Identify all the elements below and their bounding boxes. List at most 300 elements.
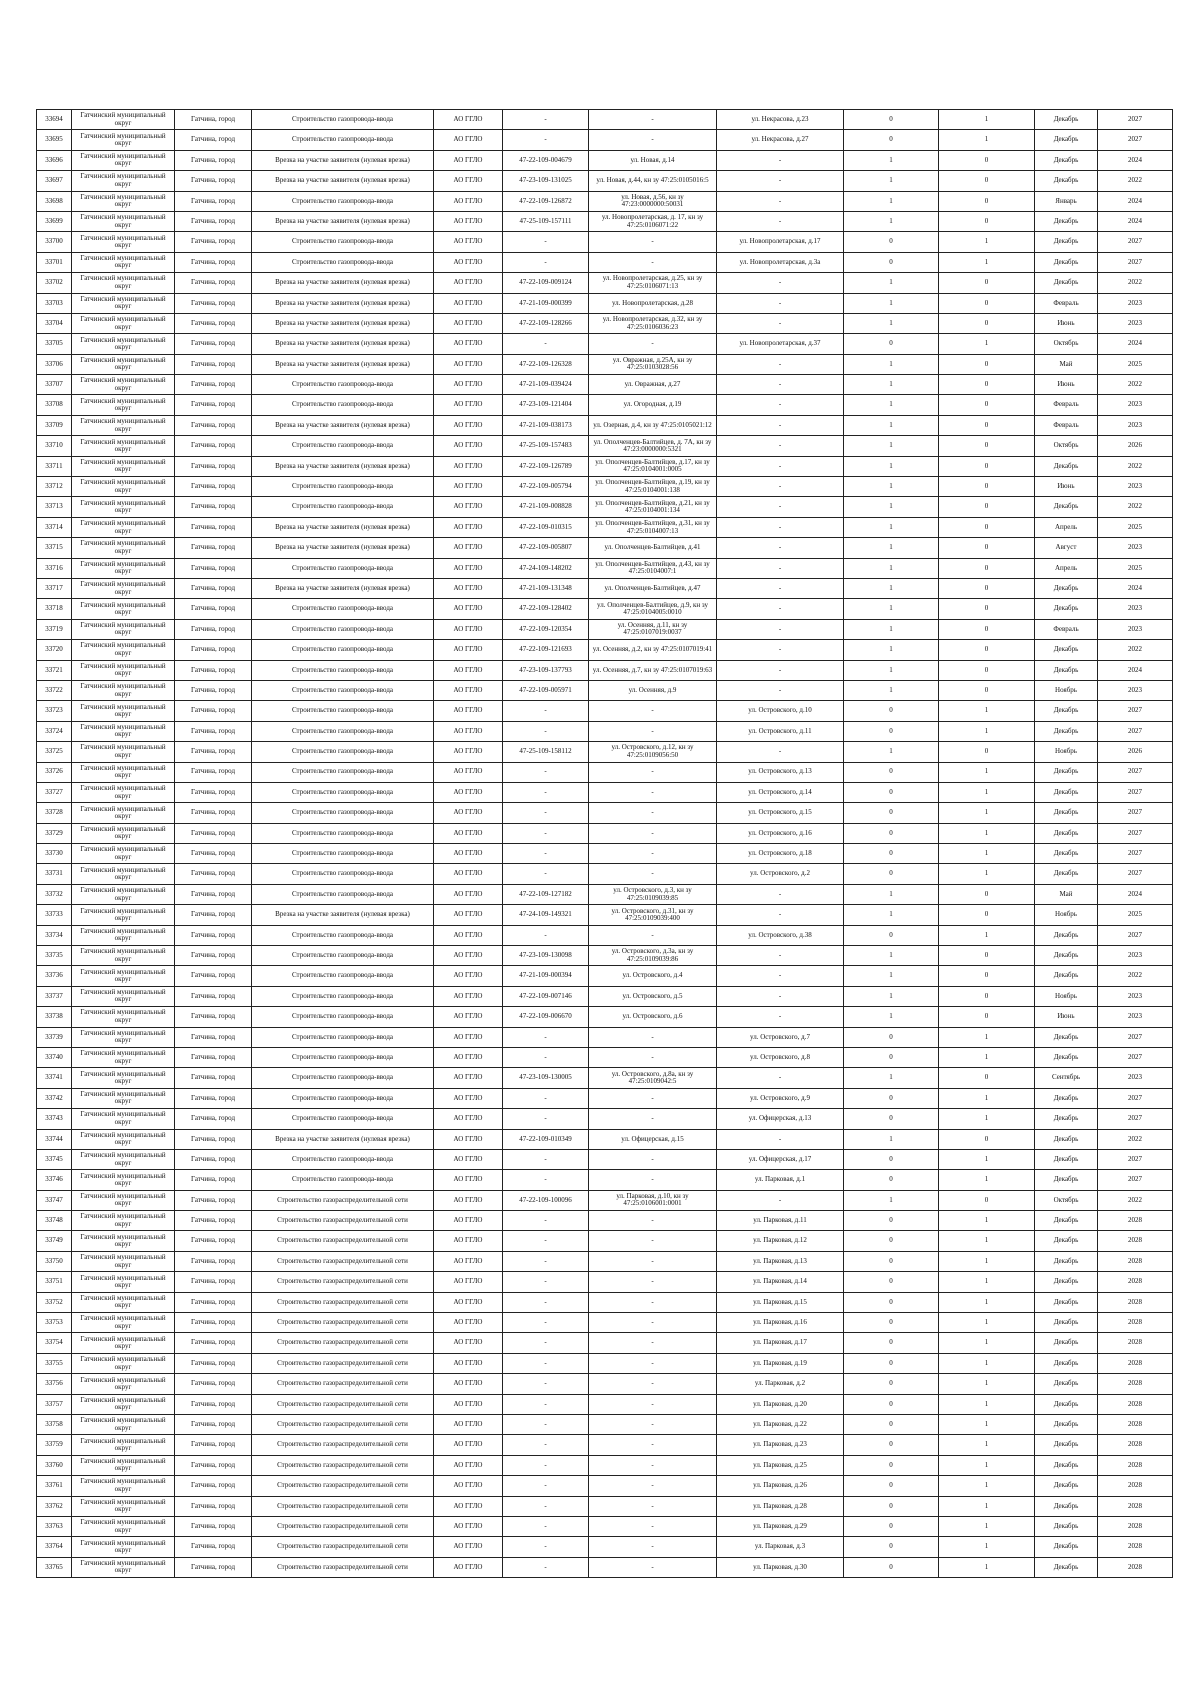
cell-object_address: - (589, 1149, 717, 1169)
cell-district: Гатчинский муниципальный округ (72, 1170, 175, 1190)
cell-cadastral: 47-21-109-038173 (503, 415, 589, 435)
cell-work: Строительство газораспределительной сети (252, 1476, 434, 1496)
cell-house_address: - (717, 456, 844, 476)
cell-month: Декабрь (1035, 599, 1098, 619)
cell-flag_b: 1 (939, 232, 1035, 252)
table-row (37, 762, 1173, 782)
cell-year: 2024 (1098, 150, 1173, 170)
cell-settlement: Гатчина, город (175, 1353, 252, 1373)
cell-object_address: - (589, 1027, 717, 1047)
cell-flag_b: 0 (939, 578, 1035, 598)
cell-month: Декабрь (1035, 1476, 1098, 1496)
cell-month: Февраль (1035, 395, 1098, 415)
cell-month: Декабрь (1035, 171, 1098, 191)
cell-district: Гатчинский муниципальный округ (72, 497, 175, 517)
cell-district: Гатчинский муниципальный округ (72, 1537, 175, 1557)
cell-flag_a: 0 (844, 782, 939, 802)
cell-flag_b: 0 (939, 558, 1035, 578)
cell-id: 33708 (37, 395, 72, 415)
cell-month: Декабрь (1035, 946, 1098, 966)
cell-settlement: Гатчина, город (175, 497, 252, 517)
cell-work: Строительство газопровода-ввода (252, 864, 434, 884)
cell-flag_b: 0 (939, 946, 1035, 966)
cell-flag_a: 0 (844, 1211, 939, 1231)
cell-id: 33732 (37, 884, 72, 904)
cell-work: Врезка на участке заявителя (нулевая врезка) (252, 456, 434, 476)
cell-flag_a: 0 (844, 130, 939, 150)
cell-cadastral: - (503, 1211, 589, 1231)
cell-year: 2022 (1098, 456, 1173, 476)
cell-flag_b: 0 (939, 986, 1035, 1006)
cell-flag_a: 0 (844, 762, 939, 782)
cell-year: 2022 (1098, 273, 1173, 293)
cell-month: Июнь (1035, 477, 1098, 497)
cell-cadastral: - (503, 1272, 589, 1292)
cell-flag_b: 1 (939, 1516, 1035, 1536)
cell-house_address: - (717, 578, 844, 598)
table-row (37, 1088, 1173, 1108)
cell-flag_a: 1 (844, 946, 939, 966)
cell-cadastral: 47-23-109-130098 (503, 946, 589, 966)
cell-org: АО ГГЛО (434, 1557, 503, 1577)
cell-flag_b: 1 (939, 1455, 1035, 1475)
table-row (37, 578, 1173, 598)
cell-house_address: ул. Парковая, д.23 (717, 1435, 844, 1455)
cell-id: 33706 (37, 354, 72, 374)
cell-year: 2023 (1098, 946, 1173, 966)
cell-flag_b: 1 (939, 925, 1035, 945)
cell-work: Строительство газопровода-ввода (252, 986, 434, 1006)
cell-cadastral: 47-22-109-005807 (503, 538, 589, 558)
cell-object_address: - (589, 1272, 717, 1292)
cell-month: Декабрь (1035, 721, 1098, 741)
cell-month: Ноябрь (1035, 680, 1098, 700)
cell-cadastral: 47-22-109-126328 (503, 354, 589, 374)
cell-district: Гатчинский муниципальный округ (72, 844, 175, 864)
cell-org: АО ГГЛО (434, 946, 503, 966)
cell-work: Строительство газопровода-ввода (252, 782, 434, 802)
cell-month: Декабрь (1035, 1088, 1098, 1108)
cell-settlement: Гатчина, город (175, 905, 252, 925)
cell-settlement: Гатчина, город (175, 660, 252, 680)
cell-year: 2027 (1098, 925, 1173, 945)
cell-district: Гатчинский муниципальный округ (72, 599, 175, 619)
cell-work: Строительство газопровода-ввода (252, 599, 434, 619)
table-row (37, 1496, 1173, 1516)
cell-object_address: ул. Осенняя, д.11, кн зу 47:25:0107019:0037 (589, 619, 717, 639)
cell-object_address: - (589, 1333, 717, 1353)
cell-year: 2024 (1098, 578, 1173, 598)
cell-org: АО ГГЛО (434, 313, 503, 333)
cell-settlement: Гатчина, город (175, 375, 252, 395)
cell-object_address: ул. Островского, д.3а, кн зу 47:25:0109039:86 (589, 946, 717, 966)
cell-cadastral: - (503, 721, 589, 741)
cell-month: Декабрь (1035, 701, 1098, 721)
table-row (37, 456, 1173, 476)
cell-id: 33753 (37, 1313, 72, 1333)
table-row (37, 1516, 1173, 1536)
cell-id: 33725 (37, 742, 72, 762)
cell-flag_a: 1 (844, 986, 939, 1006)
cell-settlement: Гатчина, город (175, 1415, 252, 1435)
cell-house_address: - (717, 1129, 844, 1149)
cell-year: 2027 (1098, 762, 1173, 782)
cell-house_address: ул. Новопролетарская, д.17 (717, 232, 844, 252)
cell-cadastral: 47-22-109-100096 (503, 1190, 589, 1210)
cell-flag_b: 0 (939, 150, 1035, 170)
cell-object_address: ул. Ополченцев-Балтийцев, д.21, кн зу 47:25:0104001:134 (589, 497, 717, 517)
cell-year: 2024 (1098, 884, 1173, 904)
cell-month: Декабрь (1035, 1516, 1098, 1536)
cell-year: 2023 (1098, 293, 1173, 313)
cell-year: 2023 (1098, 538, 1173, 558)
cell-district: Гатчинский муниципальный округ (72, 803, 175, 823)
cell-month: Февраль (1035, 619, 1098, 639)
cell-cadastral: 47-22-109-007146 (503, 986, 589, 1006)
cell-house_address: - (717, 640, 844, 660)
cell-cadastral: 47-25-109-158112 (503, 742, 589, 762)
table-row (37, 619, 1173, 639)
cell-cadastral: - (503, 823, 589, 843)
cell-month: Октябрь (1035, 436, 1098, 456)
cell-cadastral: 47-25-109-157111 (503, 211, 589, 231)
cell-cadastral: 47-22-109-120354 (503, 619, 589, 639)
cell-month: Декабрь (1035, 578, 1098, 598)
cell-id: 33743 (37, 1109, 72, 1129)
cell-object_address: - (589, 130, 717, 150)
cell-settlement: Гатчина, город (175, 578, 252, 598)
cell-id: 33748 (37, 1211, 72, 1231)
cell-org: АО ГГЛО (434, 477, 503, 497)
cell-work: Строительство газопровода-ввода (252, 436, 434, 456)
cell-id: 33759 (37, 1435, 72, 1455)
cell-house_address: - (717, 517, 844, 537)
cell-house_address: - (717, 742, 844, 762)
cell-flag_b: 0 (939, 640, 1035, 660)
cell-flag_b: 0 (939, 660, 1035, 680)
cell-house_address: ул. Парковая, д.17 (717, 1333, 844, 1353)
cell-year: 2027 (1098, 252, 1173, 272)
cell-object_address: - (589, 1415, 717, 1435)
table-row (37, 599, 1173, 619)
cell-house_address: ул. Островского, д.18 (717, 844, 844, 864)
cell-month: Декабрь (1035, 782, 1098, 802)
cell-org: АО ГГЛО (434, 884, 503, 904)
cell-org: АО ГГЛО (434, 1374, 503, 1394)
cell-year: 2027 (1098, 823, 1173, 843)
cell-work: Строительство газопровода-ввода (252, 946, 434, 966)
cell-flag_a: 1 (844, 456, 939, 476)
cell-flag_b: 1 (939, 252, 1035, 272)
cell-district: Гатчинский муниципальный округ (72, 1190, 175, 1210)
cell-month: Декабрь (1035, 497, 1098, 517)
cell-district: Гатчинский муниципальный округ (72, 110, 175, 130)
cell-district: Гатчинский муниципальный округ (72, 1292, 175, 1312)
cell-flag_a: 0 (844, 1516, 939, 1536)
cell-cadastral: 47-23-109-121404 (503, 395, 589, 415)
cell-year: 2028 (1098, 1231, 1173, 1251)
cell-id: 33723 (37, 701, 72, 721)
cell-settlement: Гатчина, город (175, 721, 252, 741)
cell-house_address: - (717, 946, 844, 966)
cell-month: Декабрь (1035, 1211, 1098, 1231)
cell-district: Гатчинский муниципальный округ (72, 211, 175, 231)
cell-flag_a: 1 (844, 660, 939, 680)
cell-settlement: Гатчина, город (175, 1129, 252, 1149)
cell-id: 33765 (37, 1557, 72, 1577)
cell-object_address: - (589, 1374, 717, 1394)
cell-flag_b: 1 (939, 864, 1035, 884)
cell-id: 33745 (37, 1149, 72, 1169)
cell-settlement: Гатчина, город (175, 1149, 252, 1169)
cell-year: 2027 (1098, 1088, 1173, 1108)
cell-year: 2028 (1098, 1333, 1173, 1353)
cell-year: 2027 (1098, 110, 1173, 130)
cell-house_address: ул. Новопролетарская, д.37 (717, 334, 844, 354)
cell-work: Врезка на участке заявителя (нулевая врезка) (252, 578, 434, 598)
cell-object_address: - (589, 721, 717, 741)
cell-settlement: Гатчина, город (175, 334, 252, 354)
cell-org: АО ГГЛО (434, 1415, 503, 1435)
cell-house_address: - (717, 497, 844, 517)
cell-object_address: ул. Островского, д.5 (589, 986, 717, 1006)
cell-settlement: Гатчина, город (175, 1333, 252, 1353)
cell-id: 33710 (37, 436, 72, 456)
cell-year: 2023 (1098, 313, 1173, 333)
cell-org: АО ГГЛО (434, 517, 503, 537)
cell-flag_a: 1 (844, 395, 939, 415)
cell-cadastral: 47-22-109-005794 (503, 477, 589, 497)
cell-cadastral: - (503, 232, 589, 252)
table-row (37, 1394, 1173, 1414)
cell-cadastral: - (503, 1047, 589, 1067)
cell-cadastral: - (503, 1476, 589, 1496)
cell-district: Гатчинский муниципальный округ (72, 578, 175, 598)
cell-year: 2023 (1098, 619, 1173, 639)
cell-object_address: - (589, 1455, 717, 1475)
cell-year: 2027 (1098, 864, 1173, 884)
cell-work: Строительство газораспределительной сети (252, 1537, 434, 1557)
cell-work: Строительство газораспределительной сети (252, 1272, 434, 1292)
cell-year: 2027 (1098, 844, 1173, 864)
cell-settlement: Гатчина, город (175, 680, 252, 700)
cell-year: 2028 (1098, 1251, 1173, 1271)
cell-flag_a: 0 (844, 1496, 939, 1516)
cell-id: 33756 (37, 1374, 72, 1394)
cell-year: 2028 (1098, 1557, 1173, 1577)
cell-id: 33742 (37, 1088, 72, 1108)
table-row (37, 1068, 1173, 1088)
cell-district: Гатчинский муниципальный округ (72, 558, 175, 578)
cell-month: Декабрь (1035, 1027, 1098, 1047)
cell-district: Гатчинский муниципальный округ (72, 191, 175, 211)
cell-settlement: Гатчина, город (175, 354, 252, 374)
cell-house_address: ул. Парковая, д.28 (717, 1496, 844, 1516)
cell-settlement: Гатчина, город (175, 864, 252, 884)
cell-cadastral: - (503, 252, 589, 272)
cell-org: АО ГГЛО (434, 1353, 503, 1373)
cell-month: Февраль (1035, 293, 1098, 313)
cell-house_address: ул. Островского, д.16 (717, 823, 844, 843)
cell-object_address: - (589, 762, 717, 782)
cell-district: Гатчинский муниципальный округ (72, 680, 175, 700)
cell-work: Строительство газопровода-ввода (252, 110, 434, 130)
cell-work: Врезка на участке заявителя (нулевая врезка) (252, 293, 434, 313)
cell-org: АО ГГЛО (434, 436, 503, 456)
table-body (37, 110, 1173, 1578)
table-row (37, 884, 1173, 904)
cell-id: 33762 (37, 1496, 72, 1516)
cell-flag_a: 0 (844, 1374, 939, 1394)
cell-flag_b: 1 (939, 721, 1035, 741)
cell-object_address: - (589, 1292, 717, 1312)
cell-settlement: Гатчина, город (175, 1027, 252, 1047)
cell-month: Апрель (1035, 558, 1098, 578)
cell-settlement: Гатчина, город (175, 1313, 252, 1333)
cell-org: АО ГГЛО (434, 395, 503, 415)
cell-year: 2028 (1098, 1313, 1173, 1333)
table-row (37, 130, 1173, 150)
cell-district: Гатчинский муниципальный округ (72, 273, 175, 293)
cell-flag_b: 1 (939, 1109, 1035, 1129)
cell-org: АО ГГЛО (434, 1292, 503, 1312)
cell-work: Врезка на участке заявителя (нулевая врезка) (252, 171, 434, 191)
cell-year: 2025 (1098, 354, 1173, 374)
cell-year: 2028 (1098, 1394, 1173, 1414)
cell-id: 33741 (37, 1068, 72, 1088)
table-row (37, 1027, 1173, 1047)
cell-flag_b: 1 (939, 1313, 1035, 1333)
table-row (37, 660, 1173, 680)
cell-flag_a: 0 (844, 1251, 939, 1271)
cell-org: АО ГГЛО (434, 558, 503, 578)
cell-flag_b: 0 (939, 966, 1035, 986)
cell-settlement: Гатчина, город (175, 110, 252, 130)
cell-work: Строительство газораспределительной сети (252, 1374, 434, 1394)
cell-house_address: ул. Островского, д.15 (717, 803, 844, 823)
cell-month: Октябрь (1035, 1190, 1098, 1210)
cell-work: Врезка на участке заявителя (нулевая врезка) (252, 273, 434, 293)
cell-settlement: Гатчина, город (175, 1088, 252, 1108)
cell-settlement: Гатчина, город (175, 517, 252, 537)
table-row (37, 211, 1173, 231)
cell-house_address: - (717, 986, 844, 1006)
cell-org: АО ГГЛО (434, 354, 503, 374)
cell-work: Строительство газораспределительной сети (252, 1292, 434, 1312)
cell-cadastral: 47-22-109-006670 (503, 1007, 589, 1027)
cell-work: Строительство газопровода-ввода (252, 477, 434, 497)
cell-id: 33702 (37, 273, 72, 293)
cell-id: 33735 (37, 946, 72, 966)
table-row (37, 375, 1173, 395)
cell-object_address: - (589, 1496, 717, 1516)
cell-flag_a: 1 (844, 211, 939, 231)
cell-year: 2027 (1098, 701, 1173, 721)
cell-object_address: ул. Ополченцев-Балтийцев, д.43, кн зу 47:25:0104007:1 (589, 558, 717, 578)
cell-flag_a: 1 (844, 1007, 939, 1027)
cell-org: АО ГГЛО (434, 1394, 503, 1414)
cell-cadastral: 47-22-109-128266 (503, 313, 589, 333)
cell-settlement: Гатчина, город (175, 762, 252, 782)
cell-cadastral: - (503, 1374, 589, 1394)
cell-month: Декабрь (1035, 1149, 1098, 1169)
table-row (37, 1149, 1173, 1169)
cell-flag_a: 1 (844, 415, 939, 435)
table-row (37, 150, 1173, 170)
cell-work: Строительство газораспределительной сети (252, 1333, 434, 1353)
cell-house_address: - (717, 966, 844, 986)
table-row (37, 966, 1173, 986)
cell-settlement: Гатчина, город (175, 150, 252, 170)
cell-year: 2024 (1098, 334, 1173, 354)
cell-work: Строительство газораспределительной сети (252, 1251, 434, 1271)
cell-org: АО ГГЛО (434, 1149, 503, 1169)
cell-settlement: Гатчина, город (175, 1190, 252, 1210)
cell-year: 2028 (1098, 1353, 1173, 1373)
cell-org: АО ГГЛО (434, 497, 503, 517)
cell-settlement: Гатчина, город (175, 1435, 252, 1455)
cell-flag_b: 1 (939, 803, 1035, 823)
cell-month: Декабрь (1035, 1231, 1098, 1251)
cell-district: Гатчинский муниципальный округ (72, 619, 175, 639)
cell-settlement: Гатчина, город (175, 232, 252, 252)
cell-house_address: ул. Парковая, д.25 (717, 1455, 844, 1475)
cell-org: АО ГГЛО (434, 1027, 503, 1047)
cell-month: Декабрь (1035, 1047, 1098, 1067)
cell-object_address: - (589, 844, 717, 864)
cell-flag_b: 0 (939, 1068, 1035, 1088)
cell-house_address: - (717, 293, 844, 313)
cell-house_address: - (717, 415, 844, 435)
cell-org: АО ГГЛО (434, 538, 503, 558)
cell-flag_a: 1 (844, 497, 939, 517)
cell-house_address: - (717, 150, 844, 170)
cell-object_address: ул. Новая, д.56, кн зу 47:23:0000000:50031 (589, 191, 717, 211)
cell-object_address: - (589, 1313, 717, 1333)
cell-house_address: ул. Новопролетарская, д.3а (717, 252, 844, 272)
table-row (37, 905, 1173, 925)
cell-object_address: ул. Ополченцев-Балтийцев, д. 7А, кн зу 47:23:0000000:5321 (589, 436, 717, 456)
cell-work: Строительство газораспределительной сети (252, 1231, 434, 1251)
cell-cadastral: - (503, 110, 589, 130)
cell-year: 2022 (1098, 497, 1173, 517)
cell-work: Строительство газопровода-ввода (252, 701, 434, 721)
cell-flag_a: 0 (844, 1435, 939, 1455)
table-row (37, 1353, 1173, 1373)
cell-district: Гатчинский муниципальный округ (72, 640, 175, 660)
cell-settlement: Гатчина, город (175, 1047, 252, 1067)
cell-flag_a: 1 (844, 517, 939, 537)
cell-flag_a: 1 (844, 273, 939, 293)
cell-year: 2023 (1098, 395, 1173, 415)
cell-id: 33757 (37, 1394, 72, 1414)
cell-year: 2027 (1098, 1170, 1173, 1190)
cell-flag_a: 1 (844, 619, 939, 639)
cell-house_address: ул. Парковая, д.22 (717, 1415, 844, 1435)
cell-cadastral: - (503, 1455, 589, 1475)
cell-id: 33721 (37, 660, 72, 680)
table-row (37, 436, 1173, 456)
table-row (37, 1047, 1173, 1067)
cell-month: Декабрь (1035, 640, 1098, 660)
cell-settlement: Гатчина, город (175, 191, 252, 211)
cell-org: АО ГГЛО (434, 293, 503, 313)
cell-district: Гатчинский муниципальный округ (72, 1394, 175, 1414)
cell-flag_a: 0 (844, 823, 939, 843)
cell-district: Гатчинский муниципальный округ (72, 660, 175, 680)
cell-district: Гатчинский муниципальный округ (72, 150, 175, 170)
cell-work: Врезка на участке заявителя (нулевая врезка) (252, 905, 434, 925)
